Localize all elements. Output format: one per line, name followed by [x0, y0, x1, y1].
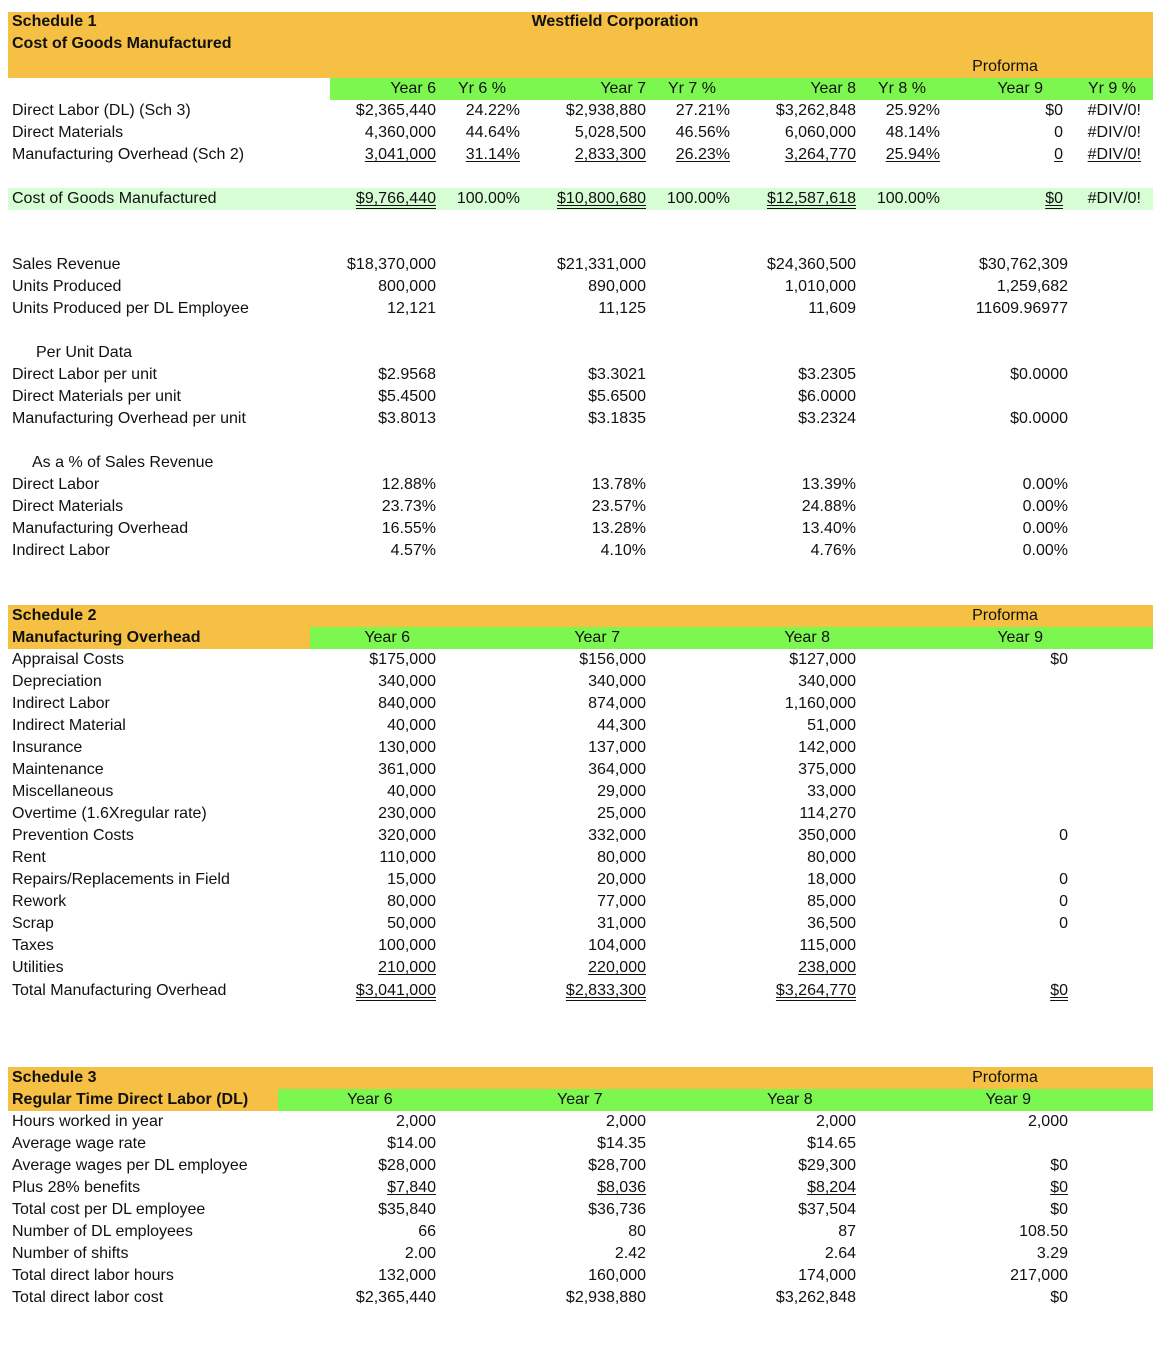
- row-label: Rent: [12, 849, 46, 866]
- cell-value: 2,833,300: [574, 146, 646, 163]
- cell: 361,000: [378, 761, 436, 778]
- cell: 0: [1059, 893, 1068, 910]
- schedule3-title: Regular Time Direct Labor (DL): [12, 1091, 249, 1108]
- cell: [300, 957, 436, 979]
- cell: [1060, 144, 1141, 166]
- row-label: Manufacturing Overhead (Sch 2): [12, 146, 245, 163]
- cell: 230,000: [378, 805, 436, 822]
- cell: 108.50: [1019, 1223, 1068, 1240]
- cell: 0: [1059, 871, 1068, 888]
- cell-value: 26.23%: [675, 146, 730, 163]
- row-label: Units Produced: [12, 278, 122, 295]
- cell-value: 31.14%: [465, 146, 520, 163]
- cell: $21,331,000: [557, 256, 646, 273]
- cell: $2.9568: [378, 366, 436, 383]
- cell: 332,000: [588, 827, 646, 844]
- cell-value: 3,041,000: [364, 146, 436, 163]
- row-label: Direct Materials per unit: [12, 388, 181, 405]
- cell-value: 238,000: [798, 959, 856, 976]
- row-label: Total direct labor hours: [12, 1267, 174, 1284]
- cell: 20,000: [597, 871, 646, 888]
- cell-value: $7,840: [387, 1179, 436, 1196]
- cell-value: 220,000: [588, 959, 646, 976]
- cell: $2,938,880: [565, 1289, 646, 1306]
- cell-value: 210,000: [378, 959, 436, 976]
- row-label: Indirect Material: [12, 717, 126, 734]
- cell: 29,000: [597, 783, 646, 800]
- cell: 340,000: [378, 673, 436, 690]
- column-header: Year 6: [390, 80, 436, 97]
- schedule1-proforma-label: Proforma: [972, 58, 1038, 75]
- total-cell: [510, 980, 646, 1002]
- total-value: $0: [1050, 982, 1068, 999]
- schedule2-proforma-label: Proforma: [972, 607, 1038, 624]
- cell: 0.00%: [1022, 520, 1068, 537]
- cell: 2,000: [395, 1113, 436, 1130]
- row-label: Utilities: [12, 959, 64, 976]
- total-cell: [930, 188, 1063, 210]
- cell-value: 0: [1054, 146, 1063, 163]
- total-cell: [720, 980, 856, 1002]
- cell: $0: [1050, 1157, 1068, 1174]
- cell: 4.57%: [390, 542, 436, 559]
- cell: 217,000: [1010, 1267, 1068, 1284]
- cell-value: 25.94%: [885, 146, 940, 163]
- total-label: Total Manufacturing Overhead: [12, 982, 227, 999]
- cell: [440, 144, 520, 166]
- row-label: Number of shifts: [12, 1245, 129, 1262]
- cell: $3.3021: [588, 366, 646, 383]
- total-value: $12,587,618: [767, 190, 856, 207]
- cell: 2.00: [404, 1245, 436, 1262]
- cell: 2.64: [824, 1245, 856, 1262]
- total-value: $3,264,770: [775, 982, 856, 999]
- cell: [930, 144, 1063, 166]
- cell: 2,000: [815, 1113, 856, 1130]
- schedule1-title: Cost of Goods Manufactured: [12, 35, 232, 52]
- cell-value: $8,204: [807, 1179, 856, 1196]
- cell: 46.56%: [675, 124, 730, 141]
- cell: 4.10%: [600, 542, 646, 559]
- cell: $2,938,880: [565, 102, 646, 119]
- cell: 44.64%: [465, 124, 520, 141]
- total-cell: [720, 188, 856, 210]
- cell: 364,000: [588, 761, 646, 778]
- cell: 23.73%: [381, 498, 436, 515]
- cell: 24.88%: [801, 498, 856, 515]
- cell: 130,000: [378, 739, 436, 756]
- total-cell: 100.00%: [456, 190, 520, 207]
- cell: $28,700: [588, 1157, 646, 1174]
- cell: 110,000: [379, 849, 436, 866]
- row-label: Plus 28% benefits: [12, 1179, 141, 1196]
- cell: 36,500: [807, 915, 856, 932]
- cell: 350,000: [798, 827, 856, 844]
- cell: 24.22%: [465, 102, 520, 119]
- cell: 12.88%: [381, 476, 436, 493]
- cell: 18,000: [807, 871, 856, 888]
- row-label: Direct Labor: [12, 476, 100, 493]
- cell: 16.55%: [381, 520, 436, 537]
- cell: 66: [418, 1223, 436, 1240]
- cell: $3,262,848: [775, 1289, 856, 1306]
- cell: 0.00%: [1022, 476, 1068, 493]
- cell: 115,000: [799, 937, 856, 954]
- total-value: $3,041,000: [355, 982, 436, 999]
- row-label: Insurance: [12, 739, 83, 756]
- cell: $3.8013: [378, 410, 436, 427]
- cell: $5.4500: [378, 388, 436, 405]
- cell: 890,000: [588, 278, 646, 295]
- cell: 85,000: [807, 893, 856, 910]
- total-cell: [300, 980, 436, 1002]
- total-label: Cost of Goods Manufactured: [12, 190, 217, 207]
- row-label: Indirect Labor: [12, 695, 110, 712]
- cell: $2,365,440: [355, 102, 436, 119]
- row-label: Sales Revenue: [12, 256, 121, 273]
- row-label: Manufacturing Overhead: [12, 520, 189, 537]
- cell: 2.42: [614, 1245, 646, 1262]
- cell: 0.00%: [1022, 542, 1068, 559]
- column-header: Year 8: [767, 1091, 813, 1108]
- total-value: $10,800,680: [557, 190, 646, 207]
- column-header: Year 9: [997, 629, 1043, 646]
- cell: 174,000: [798, 1267, 856, 1284]
- cell: $6.0000: [798, 388, 856, 405]
- cell: #DIV/0!: [1087, 124, 1141, 141]
- row-label: Units Produced per DL Employee: [12, 300, 249, 317]
- cell: 15,000: [387, 871, 436, 888]
- cell: [930, 1177, 1068, 1199]
- cell: $3.1835: [588, 410, 646, 427]
- total-cell: 100.00%: [666, 190, 730, 207]
- cell: 0: [1059, 915, 1068, 932]
- row-label: Indirect Labor: [12, 542, 110, 559]
- cell: 44,300: [597, 717, 646, 734]
- cell: 340,000: [588, 673, 646, 690]
- cell: 25.92%: [885, 102, 940, 119]
- row-label: Hours worked in year: [12, 1113, 164, 1130]
- cell: 840,000: [378, 695, 436, 712]
- cell: 33,000: [807, 783, 856, 800]
- row-label: Taxes: [12, 937, 54, 954]
- cell: [300, 144, 436, 166]
- cell: 0.00%: [1022, 498, 1068, 515]
- cell: [300, 1177, 436, 1199]
- cell-value: #DIV/0!: [1087, 146, 1141, 163]
- row-label: Repairs/Replacements in Field: [12, 871, 230, 888]
- cell: 13.40%: [801, 520, 856, 537]
- cell: 5,028,500: [574, 124, 646, 141]
- schedule2-title: Manufacturing Overhead: [12, 629, 201, 646]
- cell: [510, 957, 646, 979]
- cell: 4,360,000: [364, 124, 436, 141]
- cell: 137,000: [588, 739, 646, 756]
- row-label: Maintenance: [12, 761, 104, 778]
- row-label: Average wages per DL employee: [12, 1157, 248, 1174]
- row-label: Average wage rate: [12, 1135, 147, 1152]
- total-value: $0: [1045, 190, 1063, 207]
- cell: $0: [1050, 1201, 1068, 1218]
- cell: 11,125: [598, 300, 646, 317]
- total-cell: #DIV/0!: [1087, 190, 1141, 207]
- total-cell: [930, 980, 1068, 1002]
- cell: [510, 1177, 646, 1199]
- cell: 4.76%: [810, 542, 856, 559]
- cell: 3.29: [1036, 1245, 1068, 1262]
- cell: 160,000: [588, 1267, 646, 1284]
- cell: 2,000: [1027, 1113, 1068, 1130]
- cell: $0: [1050, 651, 1068, 668]
- column-header: Year 7: [557, 1091, 603, 1108]
- column-header: Year 8: [810, 80, 856, 97]
- row-label: Direct Materials: [12, 498, 124, 515]
- row-label: Appraisal Costs: [12, 651, 125, 668]
- schedule3-label: Schedule 3: [12, 1069, 97, 1086]
- cell: $0: [1050, 1289, 1068, 1306]
- column-header: Year 7: [600, 80, 646, 97]
- cell: 2,000: [605, 1113, 646, 1130]
- cell: $156,000: [579, 651, 646, 668]
- row-label: Overtime (1.6Xregular rate): [12, 805, 207, 822]
- cell: $0.0000: [1010, 366, 1068, 383]
- cell: $30,762,309: [979, 256, 1068, 273]
- cell: 12,121: [387, 300, 436, 317]
- column-header: Year 9: [997, 80, 1043, 97]
- cell: 800,000: [378, 278, 436, 295]
- cell: 11609.96977: [975, 300, 1068, 317]
- company-name: Westfield Corporation: [531, 13, 699, 30]
- cell: 51,000: [807, 717, 856, 734]
- column-header: Year 7: [574, 629, 620, 646]
- cell: $35,840: [378, 1201, 436, 1218]
- cell: $18,370,000: [347, 256, 436, 273]
- cell: 40,000: [387, 717, 436, 734]
- cell: 6,060,000: [784, 124, 856, 141]
- section-heading: Per Unit Data: [36, 344, 133, 361]
- cell: 31,000: [597, 915, 646, 932]
- row-label: Manufacturing Overhead per unit: [12, 410, 246, 427]
- column-header: Year 9: [985, 1091, 1031, 1108]
- total-value: $2,833,300: [565, 982, 646, 999]
- column-header: Yr 7 %: [667, 80, 716, 97]
- row-label: Direct Labor (DL) (Sch 3): [12, 102, 191, 119]
- column-header: Yr 9 %: [1087, 80, 1136, 97]
- cell: 320,000: [378, 827, 436, 844]
- cell: $14.65: [807, 1135, 856, 1152]
- cell: [510, 144, 646, 166]
- column-header: Year 6: [364, 629, 410, 646]
- cell: 13.78%: [591, 476, 646, 493]
- cell: $0: [1045, 102, 1063, 119]
- cell: $37,504: [798, 1201, 856, 1218]
- cell: $5.6500: [588, 388, 646, 405]
- cell: $3.2324: [798, 410, 856, 427]
- cell: 132,000: [378, 1267, 436, 1284]
- column-header: Year 8: [784, 629, 830, 646]
- cell: 0: [1054, 124, 1063, 141]
- cell: 77,000: [597, 893, 646, 910]
- column-header: Yr 8 %: [877, 80, 926, 97]
- cell: 0: [1059, 827, 1068, 844]
- row-label: Rework: [12, 893, 67, 910]
- schedule3-proforma-label: Proforma: [972, 1069, 1038, 1086]
- cell: [650, 144, 730, 166]
- cell: 874,000: [588, 695, 646, 712]
- cell: #DIV/0!: [1087, 102, 1141, 119]
- section-heading: As a % of Sales Revenue: [32, 454, 214, 471]
- cell: $14.00: [387, 1135, 436, 1152]
- cell: 13.28%: [591, 520, 646, 537]
- total-cell: [510, 188, 646, 210]
- cell: $29,300: [798, 1157, 856, 1174]
- cell-value: 3,264,770: [784, 146, 856, 163]
- schedule1-label: Schedule 1: [12, 13, 97, 30]
- cell: [720, 1177, 856, 1199]
- cell: $24,360,500: [767, 256, 856, 273]
- cell: 50,000: [387, 915, 436, 932]
- cell: $36,736: [588, 1201, 646, 1218]
- cell: 87: [838, 1223, 856, 1240]
- cell-value: $8,036: [597, 1179, 646, 1196]
- row-label: Number of DL employees: [12, 1223, 193, 1240]
- cell: $0.0000: [1010, 410, 1068, 427]
- cell-value: $0: [1050, 1179, 1068, 1196]
- cell: $2,365,440: [355, 1289, 436, 1306]
- cell: 80,000: [387, 893, 436, 910]
- cell: $28,000: [378, 1157, 436, 1174]
- cell: $3.2305: [798, 366, 856, 383]
- row-label: Total direct labor cost: [12, 1289, 164, 1306]
- cell: 48.14%: [885, 124, 940, 141]
- cell: 11,609: [808, 300, 856, 317]
- row-label: Direct Materials: [12, 124, 124, 141]
- column-header: Yr 6 %: [457, 80, 506, 97]
- cell: $127,000: [789, 651, 856, 668]
- row-label: Direct Labor per unit: [12, 366, 157, 383]
- row-label: Total cost per DL employee: [12, 1201, 206, 1218]
- cell: 40,000: [387, 783, 436, 800]
- row-label: Miscellaneous: [12, 783, 114, 800]
- cell: 340,000: [798, 673, 856, 690]
- cell: 13.39%: [801, 476, 856, 493]
- cell: $14.35: [597, 1135, 646, 1152]
- cell: $175,000: [369, 651, 436, 668]
- row-label: Prevention Costs: [12, 827, 134, 844]
- cell: 80,000: [597, 849, 646, 866]
- cell: 114,270: [799, 805, 856, 822]
- row-label: Depreciation: [12, 673, 102, 690]
- cell: 27.21%: [675, 102, 730, 119]
- cell: 1,010,000: [784, 278, 856, 295]
- cell: 142,000: [798, 739, 856, 756]
- cell: 80,000: [807, 849, 856, 866]
- cell: 104,000: [588, 937, 646, 954]
- cell: 100,000: [378, 937, 436, 954]
- cell: [720, 957, 856, 979]
- cell: 375,000: [798, 761, 856, 778]
- cell: 1,160,000: [784, 695, 856, 712]
- column-header: Year 6: [347, 1091, 393, 1108]
- cell: $3,262,848: [775, 102, 856, 119]
- row-label: Scrap: [12, 915, 54, 932]
- total-value: $9,766,440: [355, 190, 436, 207]
- cell: 1,259,682: [996, 278, 1068, 295]
- cell: 25,000: [597, 805, 646, 822]
- cell: [860, 144, 940, 166]
- total-cell: [300, 188, 436, 210]
- cell: 23.57%: [591, 498, 646, 515]
- schedule2-label: Schedule 2: [12, 607, 97, 624]
- cell: 80: [628, 1223, 646, 1240]
- total-cell: 100.00%: [876, 190, 940, 207]
- cell: [720, 144, 856, 166]
